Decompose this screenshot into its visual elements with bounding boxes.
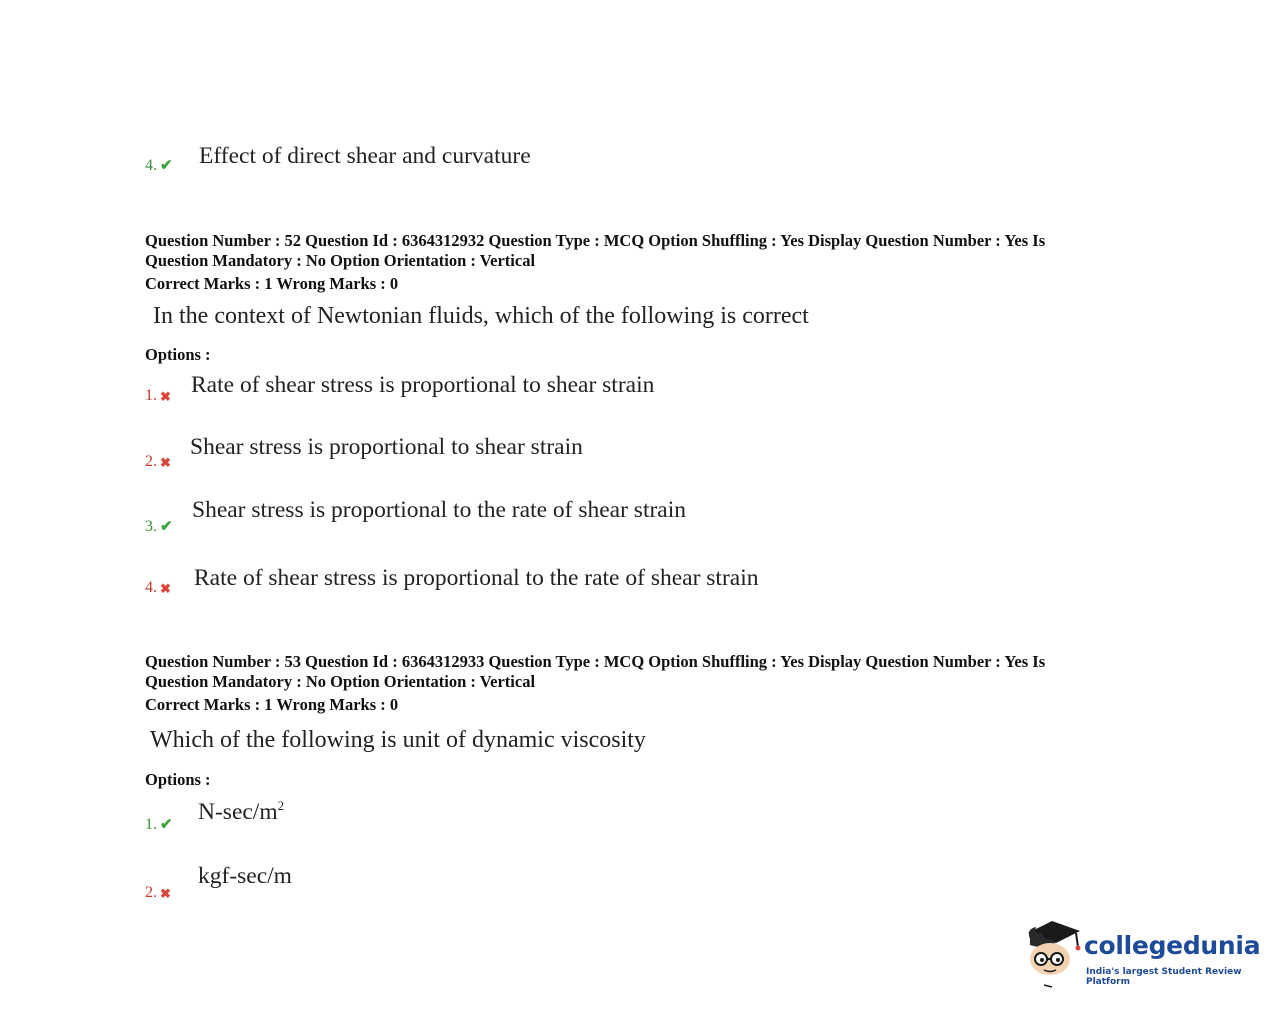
option-number: 1. ✔ [145,816,173,833]
cross-icon: ✖ [160,454,171,470]
option-number: 2. ✖ [145,453,171,470]
option-text: Rate of shear stress is proportional to the rate of shear strain [194,565,759,591]
options-label: Options : [145,345,211,364]
option-number: 4. ✔ [145,157,173,174]
question-text: In the context of Newtonian fluids, which of the following is correct [153,303,809,329]
question-meta: Question Mandatory : No Option Orientation : Vertical [145,672,536,691]
cross-icon: ✖ [160,388,171,404]
cross-icon: ✖ [160,580,171,596]
question-marks: Correct Marks : 1 Wrong Marks : 0 [145,274,399,293]
options-label: Options : [145,770,211,789]
question-marks: Correct Marks : 1 Wrong Marks : 0 [145,695,399,714]
option-number: 1. ✖ [145,387,171,404]
question-meta: Question Number : 53 Question Id : 6364312933 Question Type : MCQ Option Shuffling : Yes Display Question Number : Yes Is [145,652,1046,671]
question-text: Which of the following is unit of dynamic viscosity [150,727,646,753]
option-text: Rate of shear stress is proportional to shear strain [191,372,655,398]
mascot-icon [1022,915,1084,990]
option-number: 2. ✖ [145,884,171,901]
option-text: $N-\sec/m^2$ [198,798,285,825]
option-number: 4. ✖ [145,579,171,596]
option-text: kgf-sec/m [198,863,292,889]
check-icon: ✔ [160,157,173,174]
check-icon: ✔ [160,518,173,535]
logo-tagline: India's largest Student Review Platform [1086,967,1242,987]
option-text: Effect of direct shear and curvature [199,143,531,169]
check-icon: ✔ [160,816,173,833]
option-text: Shear stress is proportional to the rate of shear strain [192,497,687,523]
collegedunia-logo [1022,915,1262,990]
question-meta: Question Mandatory : No Option Orientation : Vertical [145,251,536,270]
question-meta: Question Number : 52 Question Id : 6364312932 Question Type : MCQ Option Shuffling : Yes Display Question Number : Yes Is [145,231,1046,250]
logo-wordmark: collegedunia [1084,931,1261,960]
option-text: Shear stress is proportional to shear strain [190,434,583,460]
cross-icon: ✖ [160,885,171,901]
option-number: 3. ✔ [145,518,173,535]
